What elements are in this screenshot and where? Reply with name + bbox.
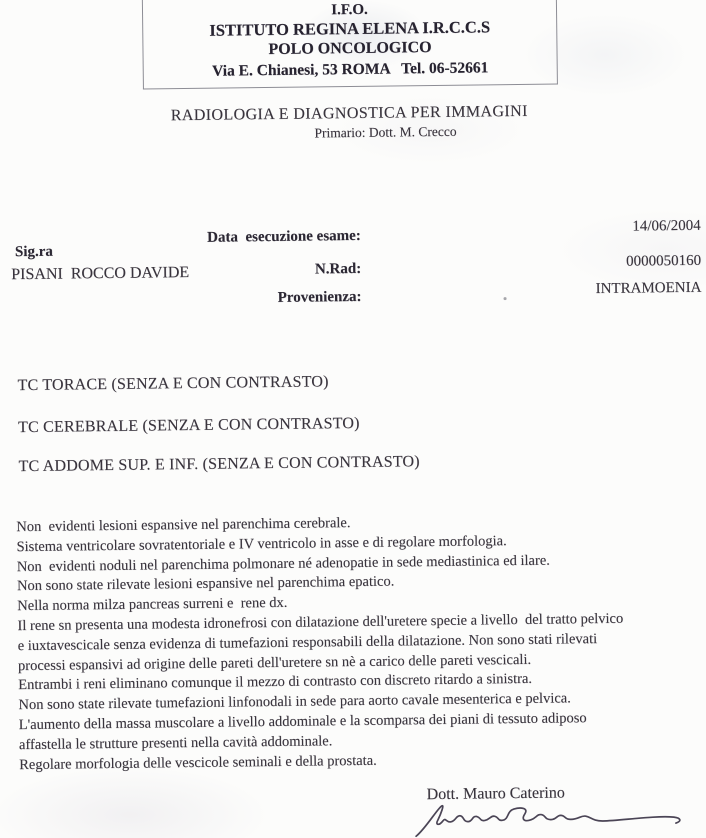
org-name: ISTITUTO REGINA ELENA I.R.C.C.S	[209, 17, 491, 40]
report-line: Non evidenti noduli nel parenchima polmonare né adenopatie in sede mediastinica ed ilare.	[16, 552, 550, 575]
report-line: Entrambi i reni eliminano comunque il mezzo di contrasto con discreto ritardo a sinistra.	[18, 671, 533, 694]
org-address: Via E. Chianesi, 53 ROMA Tel. 06-52661	[211, 59, 489, 80]
exam-title-3: TC ADDOME SUP. E INF. (SENZA E CON CONTRASTO)	[18, 453, 420, 476]
patient-salutation: Sig.ra	[14, 243, 53, 261]
report-line: affastella le strutture presenti nella cavità addominale.	[18, 733, 333, 753]
report-line: Sistema ventricolare sovratentoriale e IV ventricolo in asse e di regolare morfologia.	[16, 532, 507, 555]
report-line: e iuxtavescicale senza evidenza di tumefazioni responsabili della dilatazione. Non sono stati rilevati	[17, 630, 598, 654]
exam-title-2: TC CEREBRALE (SENZA E CON CONTRASTO)	[17, 414, 360, 437]
exam-title-1: TC TORACE (SENZA E CON CONTRASTO)	[17, 373, 329, 395]
letterhead-box	[142, 0, 558, 90]
report-line: Nella norma milza pancreas surreni e rene dx.	[17, 595, 288, 615]
rad-number-label: N.Rad:	[314, 260, 362, 278]
report-line: Non sono state rilevate lesioni espansive nel parenchima epatico.	[16, 573, 395, 595]
handwritten-signature	[410, 799, 690, 838]
report-line: Il rene sn presenta una modesta idronefrosi con dilatazione dell'uretere specie a livello del tratto pelvico	[17, 610, 624, 635]
patient-name: PISANI ROCCO DAVIDE	[11, 263, 190, 284]
report-line: Regolare morfologia delle vescicole seminali e della prostata.	[19, 752, 377, 773]
report-text	[16, 511, 706, 777]
org-division: POLO ONCOLOGICO	[268, 39, 432, 59]
origin-label: Provenienza:	[277, 288, 362, 306]
org-acronym: I.F.O.	[331, 1, 368, 19]
report-line: L'aumento della massa muscolare a livello addominale e la scomparsa dei piani di tessuto adiposo	[18, 710, 587, 734]
department-title: RADIOLOGIA E DIAGNOSTICA PER IMMAGINI	[170, 102, 528, 125]
doctor-name: Dott. Mauro Caterino	[426, 784, 565, 804]
report-line: processi espansivi ad origine delle pareti dell'uretere sn nè a carico delle pareti vescicali.	[17, 651, 532, 674]
scan-speck	[504, 297, 507, 300]
report-line: Non evidenti lesioni espansive nel parenchima cerebrale.	[16, 515, 351, 536]
origin-value: INTRAMOENIA	[595, 279, 702, 298]
exam-date-value: 14/06/2004	[632, 217, 701, 235]
rad-number-value: 0000050160	[626, 252, 702, 270]
department-chief: Primario: Dott. M. Crecco	[314, 123, 457, 141]
exam-date-label: Data esecuzione esame:	[206, 227, 361, 246]
report-line: Non sono state rilevate tumefazioni linfonodali in sede para aorto cavale mesenterica e pelvica.	[18, 690, 571, 714]
